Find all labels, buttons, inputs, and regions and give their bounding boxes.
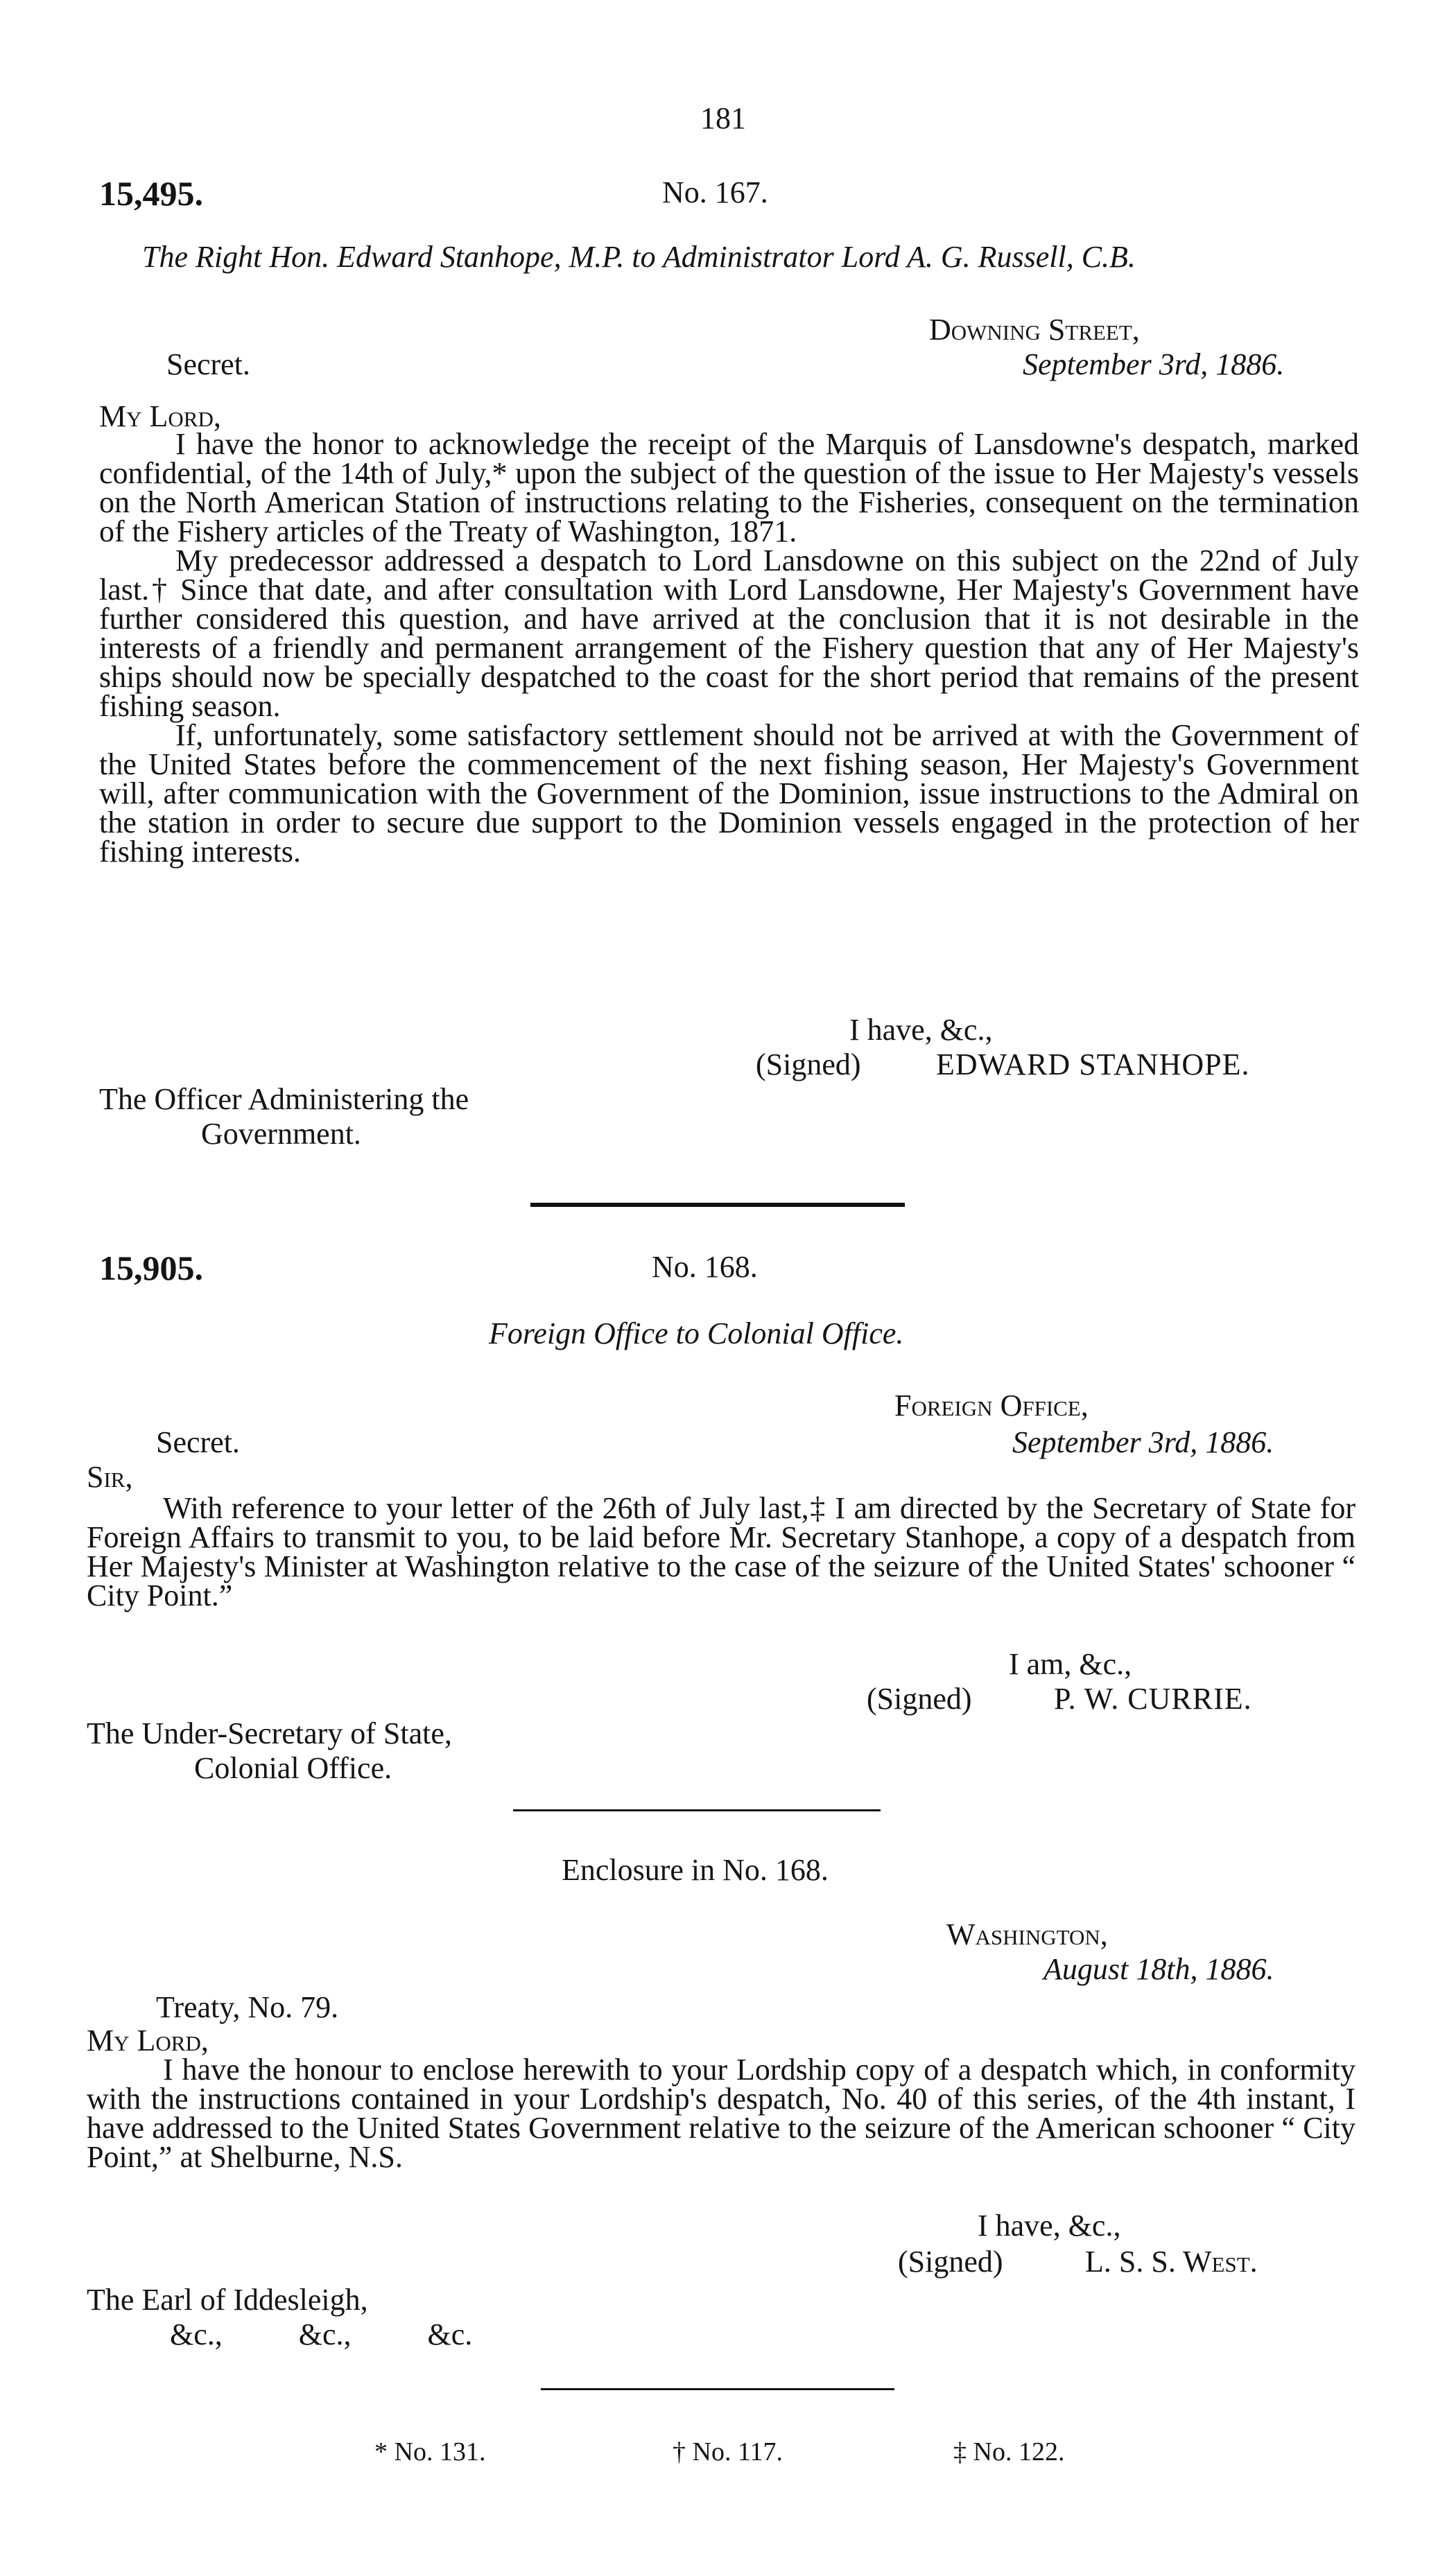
enclosure-addressee-line1: The Earl of Iddesleigh, [87, 2283, 368, 2317]
footnote-3: ‡ No. 122. [953, 2437, 1065, 2466]
enclosure-paragraph-1: I have the honour to enclose herewith to your Lordship copy of a despatch which, in conformity with the instructions contained in your Lordship's despatch, No. 40 of this series, of the 4th instant, I have addressed to the United States Government relative to the seizure of the American schooner “ City Point,” at Shelburne, N.S. [87, 2053, 1355, 2174]
letter2-closing: I am, &c., [1009, 1647, 1132, 1681]
letter2-doc-number: No. 168. [652, 1250, 758, 1284]
letter1-signed-label: (Signed) [756, 1047, 861, 1081]
letter2-signatory: P. W. CURRIE. [1054, 1682, 1252, 1716]
letter2-addressee-line2: Colonial Office. [194, 1751, 392, 1785]
letter1-addressee-line2: Government. [201, 1117, 361, 1151]
enclosure-place: Washington, [946, 1917, 1108, 1951]
letter1-addressee-line1: The Officer Administering the [99, 1082, 469, 1116]
enclosure-heading: Enclosure in No. 168. [562, 1853, 829, 1887]
footnote-1: * No. 131. [374, 2437, 486, 2466]
footnote-divider [541, 2388, 894, 2390]
letter2-classification: Secret. [156, 1425, 240, 1459]
letter1-paragraph-1: I have the honor to acknowledge the receipt of the Marquis of Lansdowne's despatch, marked confidential, of the 14th of July,* upon the subject of the question of the issue to Her Majesty's vessels on the North American Station of instructions relating to the Fisheries, consequent on the termination of the Fishery articles of the Treaty of Washington, 1871. [99, 427, 1359, 548]
letter2-paragraph-1: With reference to your letter of the 26th of July last,‡ I am directed by the Secretary of State for Foreign Affairs to transmit to you, to be laid before Mr. Secretary Stanhope, a copy of a despatch from Her Majesty's Minister at Washington relative to the case of the seizure of the United States' schooner “ City Point.” [87, 1491, 1355, 1612]
enclosure-salutation: My Lord, [87, 2024, 209, 2057]
letter2-salutation: Sir, [87, 1460, 133, 1494]
letter1-heading: The Right Hon. Edward Stanhope, M.P. to Administrator Lord A. G. Russell, C.B. [142, 240, 1136, 274]
letter1-paragraph-3: If, unfortunately, some satisfactory settlement should not be arrived at with the Government of the United States before the commencement of the next fishing season, Her Majesty's Government will, after communication with the Government of the Dominion, issue instructions to the Admiral on the station in order to secure due support to the Dominion vessels engaged in the protection of her fishing interests. [99, 718, 1359, 869]
letter1-signatory: EDWARD STANHOPE. [936, 1047, 1250, 1081]
letter2-date: September 3rd, 1886. [1012, 1425, 1274, 1459]
enclosure-body [87, 2055, 1355, 2172]
page-number: 181 [700, 101, 746, 135]
letter2-body [87, 1491, 1355, 1612]
letter2-place: Foreign Office, [894, 1389, 1089, 1422]
letter2-signed-label: (Signed) [867, 1682, 972, 1716]
letter1-place: Downing Street, [929, 313, 1140, 347]
letter1-paragraph-2: My predecessor addressed a despatch to Lord Lansdowne on this subject on the 22nd of July last.† Since that date, and after consultation with Lord Lansdowne, Her Majesty's Government have further considered this question, and have arrived at the conclusion that it is not desirable in the interests of a friendly and permanent arrangement of the Fishery question that any of Her Majesty's ships should now be specially despatched to the coast for the short period that remains of the present fishing season. [99, 543, 1359, 723]
letter2-addressee-line1: The Under-Secretary of State, [87, 1716, 452, 1750]
letter1-salutation: My Lord, [99, 399, 221, 433]
letter1-classification: Secret. [166, 347, 250, 381]
enclosure-signatory: L. S. S. West. [1085, 2245, 1258, 2279]
section-divider [530, 1203, 905, 1207]
letter2-ref-number: 15,905. [99, 1248, 203, 1287]
enclosure-closing: I have, &c., [978, 2209, 1121, 2243]
enclosure-date: August 18th, 1886. [1043, 1952, 1274, 1986]
letter1-ref-number: 15,495. [99, 174, 203, 213]
enclosure-signed-label: (Signed) [898, 2245, 1003, 2279]
enclosure-addressee-line2: &c., &c., &c. [170, 2317, 473, 2351]
letter1-body [99, 427, 1359, 869]
enclosure-reference: Treaty, No. 79. [156, 1990, 339, 2024]
enclosure-divider [513, 1809, 881, 1811]
footnote-2: † No. 117. [673, 2437, 783, 2466]
letter1-date: September 3rd, 1886. [1023, 347, 1285, 381]
letter2-heading: Foreign Office to Colonial Office. [489, 1316, 904, 1350]
letter1-doc-number: No. 167. [662, 175, 768, 209]
letter1-closing: I have, &c., [849, 1013, 993, 1047]
